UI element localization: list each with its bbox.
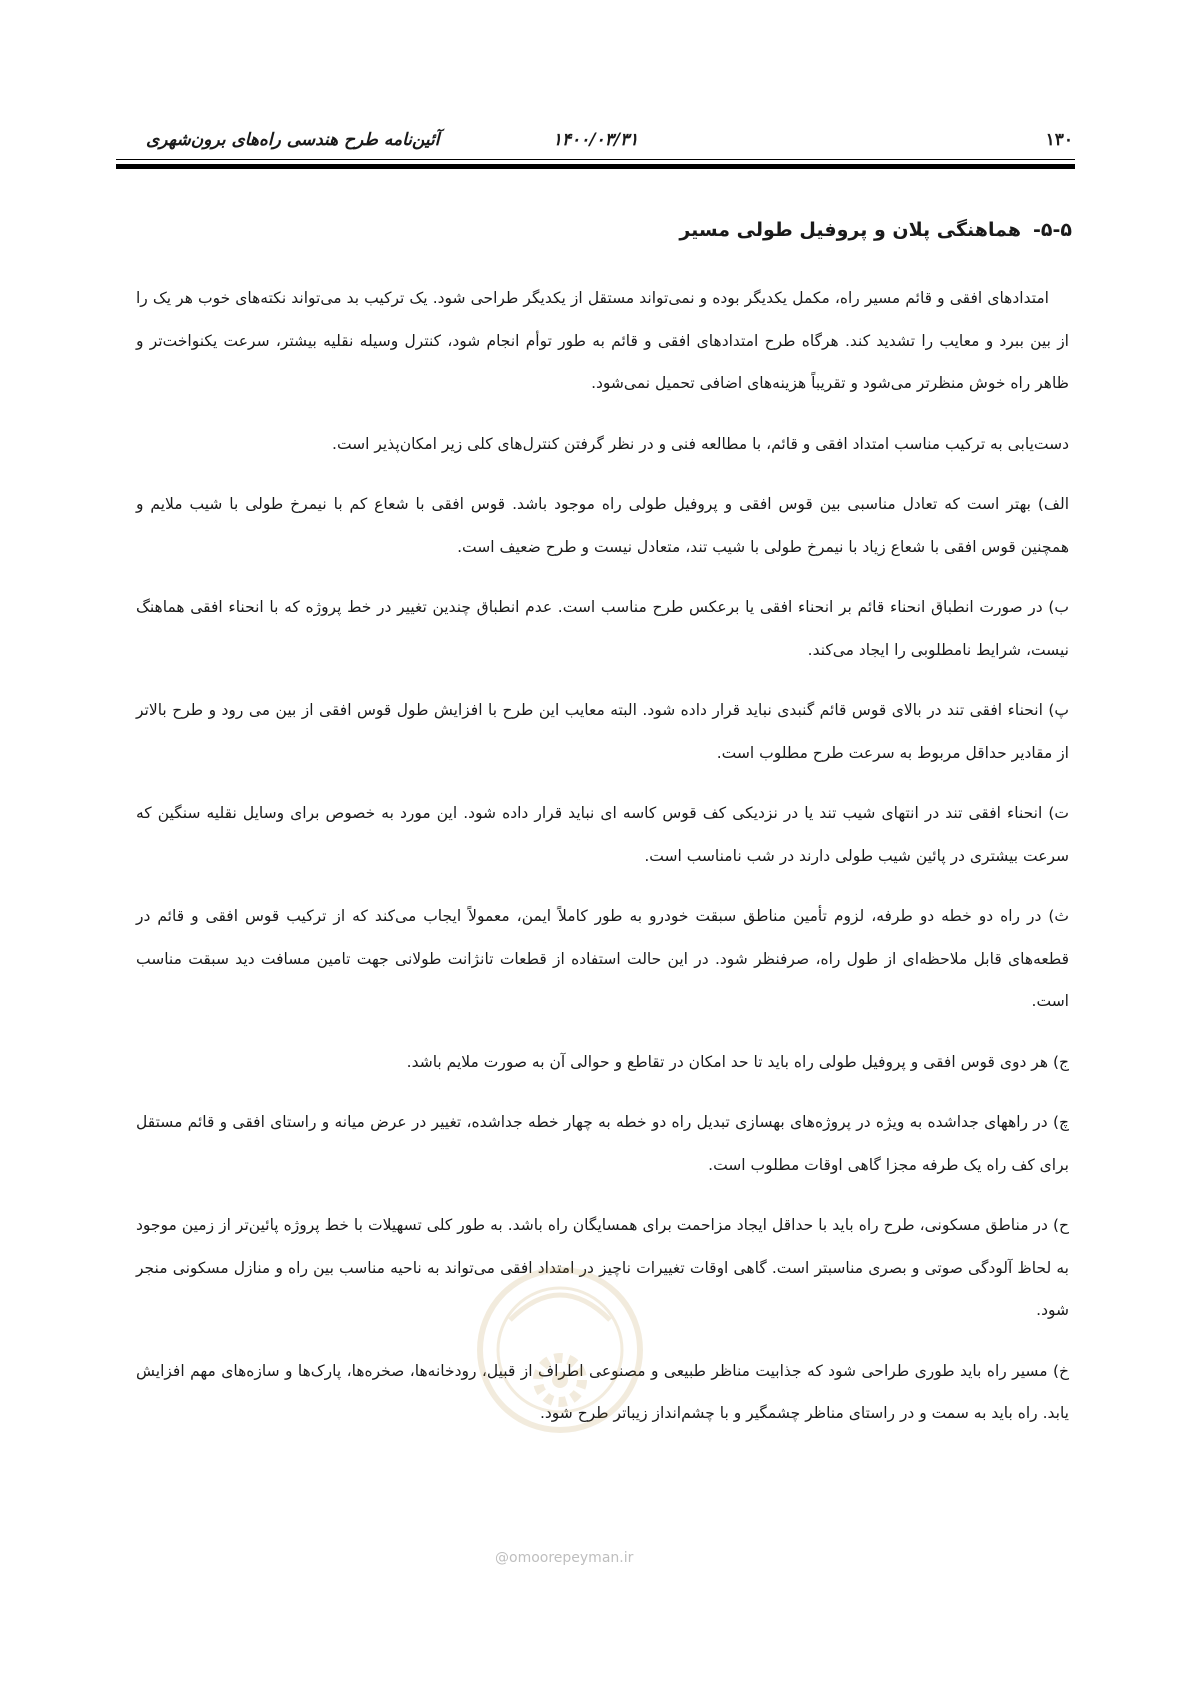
paragraph-alef: الف) بهتر است که تعادل مناسبی بین قوس افقی و پروفیل طولی راه موجود باشد. قوس افقی با شعاع کم با نیمرخ طولی با شیب ملایم و همچنین قوس افقی با شعاع زیاد با نیمرخ طولی با شیب تند، متعادل نیست و طرح ضعیف است. bbox=[136, 495, 1069, 556]
paragraph-he: ح) در مناطق مسکونی، طرح راه باید با حداقل ایجاد مزاحمت برای همسایگان راه باشد. به طور کلی تسهیلات با خط پروژه پائین‌تر از زمین موجود به لحاظ آلودگی صوتی و بصری مناسبتر است. گاهی اوقات تغییرات ناچیز در امتداد افقی می‌تواند به ناحیه مناسب بین راه و منازل مسکونی منجر شود. bbox=[136, 1216, 1069, 1319]
paragraph-controls: دست‌یابی به ترکیب مناسب امتداد افقی و قائم، با مطالعه فنی و در نظر گرفتن کنترل‌های کلی زیر امکان‌پذیر است. bbox=[332, 434, 1069, 453]
section-heading bbox=[679, 219, 1072, 241]
section-title: هماهنگی پلان و پروفیل طولی مسیر bbox=[679, 219, 1022, 241]
header-rule-thin bbox=[116, 159, 1075, 160]
paragraph-pe: پ) انحناء افقی تند در بالای قوس قائم گنبدی نباید قرار داده شود. البته معایب این طرح با افزایش طول قوس افقی از بین می رود و طرح بالاتر از مقادیر حداقل مربوط به سرعت طرح مطلوب است. bbox=[136, 701, 1069, 762]
header-book-title: آئین‌نامه طرح هندسی راه‌های برون‌شهری bbox=[146, 130, 440, 150]
section-number: ۵-۵- bbox=[1033, 219, 1072, 241]
header-page-number: ۱۳۰ bbox=[1045, 130, 1073, 150]
paragraph-se: ث) در راه دو خطه دو طرفه، لزوم تأمین مناطق سبقت خودرو به طور کاملاً ایمن، معمولاً ایجاب می‌کند که از ترکیب قوس افقی و قائم در قطعه‌های قابل ملاحظه‌ای از طول راه، صرفنظر شود. در این حالت استفاده از قطعات تانژانت طولانی جهت تامین مسافت دید سبقت مناسب است. bbox=[136, 907, 1069, 1010]
header-rule-thick bbox=[116, 164, 1075, 169]
page-header bbox=[116, 128, 1075, 158]
paragraph-intro: امتدادهای افقی و قائم مسیر راه، مکمل یکدیگر بوده و نمی‌تواند مستقل از یکدیگر طراحی شود. یک ترکیب بد می‌تواند نکته‌های خوب هر یک را از بین ببرد و معایب را تشدید کند. هرگاه طرح امتدادهای افقی و قائم به طور توأم انجام شود، کنترل وسیله نقلیه بیشتر، سرعت یکنواخت‌تر و ظاهر راه خوش منظرتر می‌شود و تقریباً هزینه‌های اضافی تحمیل نمی‌شود. bbox=[136, 289, 1069, 392]
paragraph-che: چ) در راههای جداشده به ویژه در پروژه‌های بهسازی تبدیل راه دو خطه به چهار خطه جداشده، تغییر در عرض میانه و راستای افقی و قائم مستقل برای کف راه یک طرفه مجزا گاهی اوقات مطلوب است. bbox=[136, 1113, 1069, 1174]
paragraph-khe: خ) مسیر راه باید طوری طراحی شود که جذابیت مناظر طبیعی و مصنوعی اطراف از قبیل، رودخانه‌ها، صخره‌ها، پارک‌ها و سازه‌های مهم افزایش یابد. راه باید به سمت و در راستای مناظر چشمگیر و با چشم‌انداز زیباتر طرح شود. bbox=[136, 1361, 1069, 1422]
body-text bbox=[136, 277, 1069, 1453]
paragraph-jim: ج) هر دوی قوس افقی و پروفیل طولی راه باید تا حد امکان در تقاطع و حوالی آن به صورت ملایم باشد. bbox=[406, 1052, 1069, 1071]
header-date: ۱۴۰۰/۰۳/۳۱ bbox=[552, 130, 639, 150]
watermark-url: @omoorepeyman.ir bbox=[495, 1550, 634, 1566]
paragraph-te: ت) انحناء افقی تند در انتهای شیب تند یا در نزدیکی کف قوس کاسه ای نباید قرار داده شود. این مورد به خصوص برای وسایل نقلیه سنگین که سرعت بیشتری در پائین شیب طولی دارند در شب نامناسب است. bbox=[136, 804, 1069, 865]
paragraph-be: ب) در صورت انطباق انحناء قائم بر انحناء افقی یا برعکس طرح مناسب است. عدم انطباق چندین تغییر در خط پروژه که با انحناء افقی هماهنگ نیست، شرایط نامطلوبی را ایجاد می‌کند. bbox=[136, 598, 1069, 659]
